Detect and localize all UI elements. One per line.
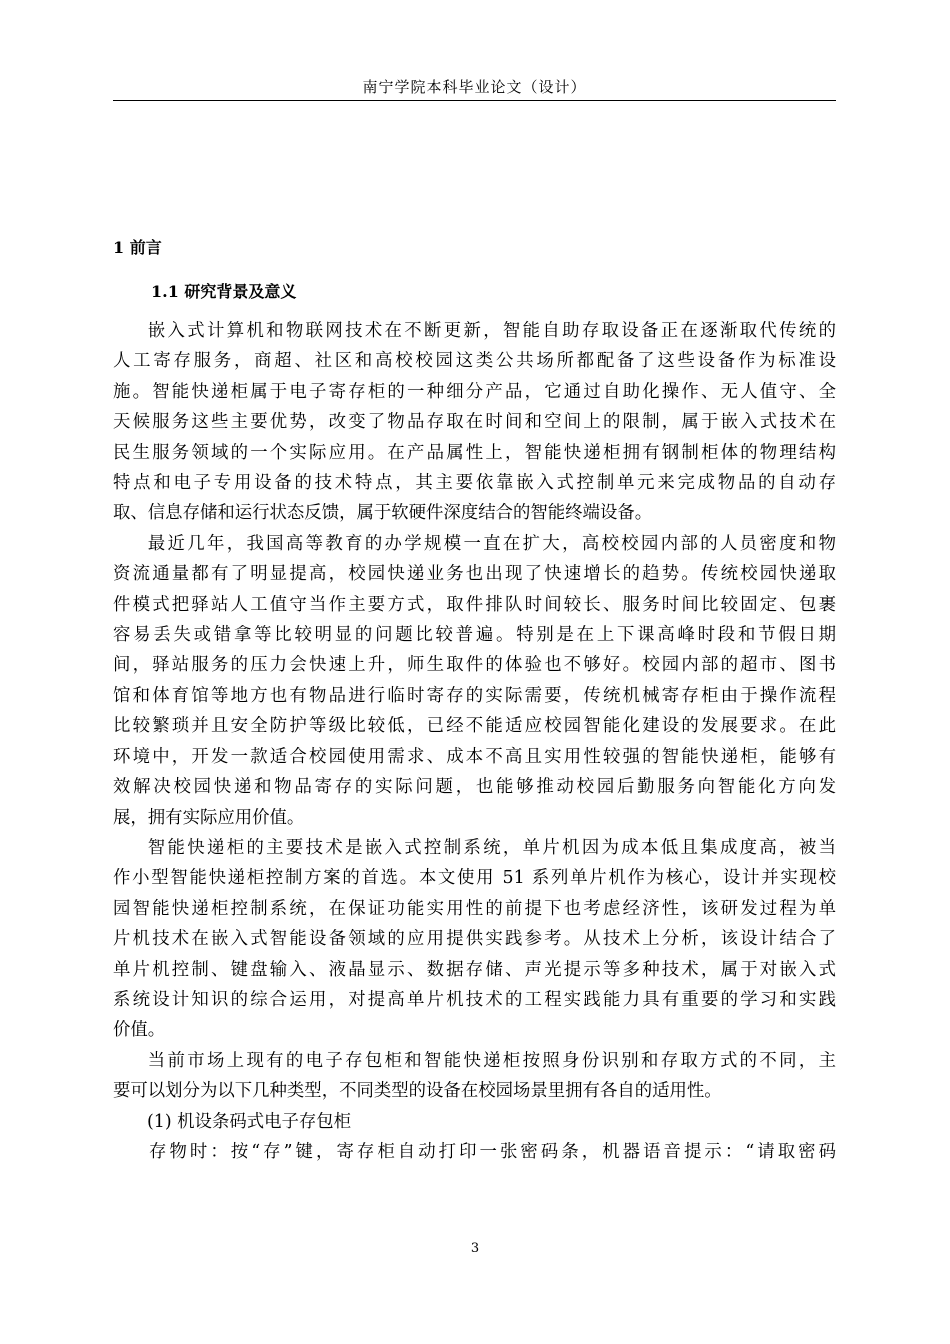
paragraph-line: 人工寄存服务，商超、社区和高校校园这类公共场所都配备了这些设备作为标准设 <box>113 351 836 372</box>
paragraph-line: 取、信息存储和运行状态反馈，属于软硬件深度结合的智能终端设备。 <box>113 503 653 524</box>
paragraph-line: 资流通量都有了明显提高，校园快递业务也出现了快速增长的趋势。传统校园快递取 <box>113 564 836 585</box>
paragraph-line: 要可以划分为以下几种类型，不同类型的设备在校园场景里拥有各自的适用性。 <box>113 1081 722 1102</box>
paragraph <box>113 1046 836 1107</box>
paragraph-line: 单片机控制、键盘输入、液晶显示、数据存储、声光提示等多种技术，属于对嵌入式 <box>113 959 836 980</box>
body-line: 存物时：按“存”键，寄存柜自动打印一张密码条，机器语音提示：“请取密码 <box>149 1141 836 1162</box>
paragraph-line: 间，驿站服务的压力会快速上升，师生取件的体验也不够好。校园内部的超市、图书 <box>113 655 836 676</box>
page-number: 3 <box>470 1241 480 1256</box>
running-header: 南宁学院本科毕业论文（设计） <box>362 78 587 96</box>
paragraph-line: 效解决校园快递和物品寄存的实际问题，也能够推动校园后勤服务向智能化方向发 <box>113 777 836 798</box>
paragraph-line: 最近几年，我国高等教育的办学规模一直在扩大，高校校园内部的人员密度和物 <box>147 533 836 554</box>
subsection-heading: 1.1 研究背景及意义 <box>151 282 297 301</box>
paragraphs <box>113 316 836 1107</box>
list-item: (1) 机设条码式电子存包柜 <box>147 1111 352 1132</box>
paragraph-line: 施。智能快递柜属于电子寄存柜的一种细分产品，它通过自助化操作、无人值守、全 <box>113 381 836 402</box>
paragraph-line: 系统设计知识的综合运用，对提高单片机技术的工程实践能力具有重要的学习和实践 <box>113 989 836 1010</box>
paragraph-line: 容易丢失或错拿等比较明显的问题比较普遍。特别是在上下课高峰时段和节假日期 <box>113 625 836 646</box>
paragraph-line: 作小型智能快递柜控制方案的首选。本文使用 51 系列单片机作为核心，设计并实现校 <box>113 868 836 889</box>
paragraph-line: 件模式把驿站人工值守当作主要方式，取件排队时间较长、服务时间比较固定、包裹 <box>113 594 836 615</box>
paragraph-line: 当前市场上现有的电子存包柜和智能快递柜按照身份识别和存取方式的不同，主 <box>147 1050 836 1071</box>
page-body <box>113 233 836 1167</box>
paragraph-line: 比较繁琐并且安全防护等级比较低，已经不能适应校园智能化建设的发展要求。在此 <box>113 716 836 737</box>
paragraph <box>113 529 836 833</box>
paragraph <box>113 833 836 1046</box>
paragraph-line: 展，拥有实际应用价值。 <box>113 807 305 828</box>
section-heading: 1 前言 <box>113 238 162 257</box>
paragraph-line: 智能快递柜的主要技术是嵌入式控制系统，单片机因为成本低且集成度高，被当 <box>147 837 836 858</box>
paragraph <box>113 316 836 529</box>
paragraph-line: 园智能快递柜控制系统，在保证功能实用性的前提下也考虑经济性，该研发过程为单 <box>113 898 836 919</box>
paragraph-line: 天候服务这些主要优势，改变了物品存取在时间和空间上的限制，属于嵌入式技术在 <box>113 412 836 433</box>
paragraph-line: 片机技术在嵌入式智能设备领域的应用提供实践参考。从技术上分析，该设计结合了 <box>113 929 836 950</box>
header-rule <box>113 100 836 101</box>
paragraph-line: 环境中，开发一款适合校园使用需求、成本不高且实用性较强的智能快递柜，能够有 <box>113 746 836 767</box>
paragraph-line: 嵌入式计算机和物联网技术在不断更新，智能自助存取设备正在逐渐取代传统的 <box>147 321 836 341</box>
paragraph-line: 馆和体育馆等地方也有物品进行临时寄存的实际需要，传统机械寄存柜由于操作流程 <box>113 685 836 706</box>
paragraph-line: 民生服务领域的一个实际应用。在产品属性上，智能快递柜拥有钢制柜体的物理结构 <box>113 442 836 463</box>
paragraph-line: 特点和电子专用设备的技术特点，其主要依靠嵌入式控制单元来完成物品的自动存 <box>113 473 836 494</box>
paragraph-line: 价值。 <box>113 1020 166 1041</box>
